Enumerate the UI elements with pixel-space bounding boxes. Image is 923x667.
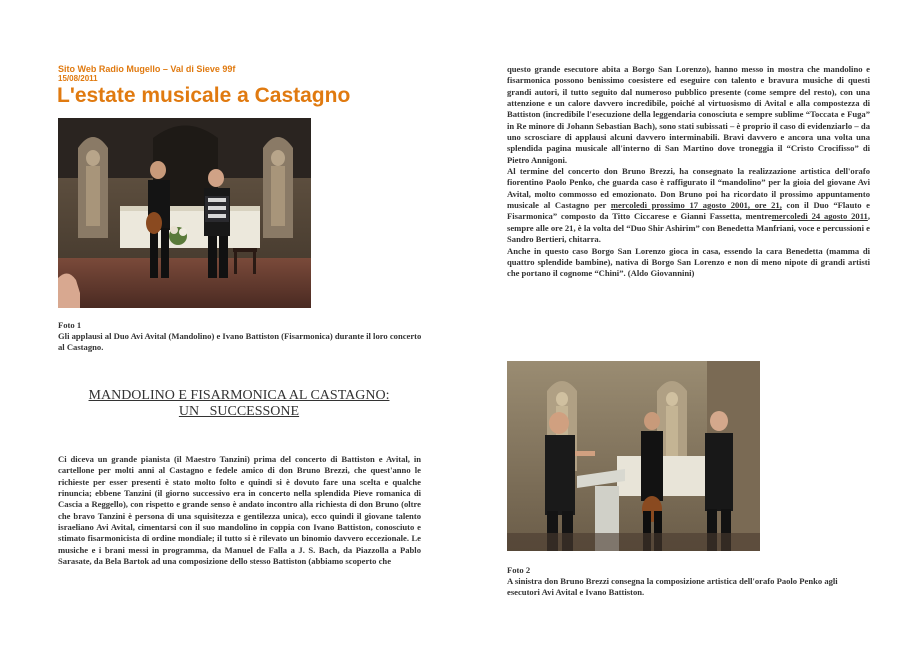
article-body-left <box>58 454 421 567</box>
photo2-caption: A sinistra don Bruno Brezzi consegna la composizione artistica dell'orafo Paolo Penko agli esecutori Avi Avital e Ivano Battiston. <box>507 576 838 597</box>
headline-line-1: MANDOLINO E FISARMONICA AL CASTAGNO: <box>88 388 390 403</box>
paragraph-text: , sempre alle ore 21, è la volta del “Duo Shir Ashirim” con Benedetta Manfriani, voce e percussioni e Sandro Bertieri, chitarra. <box>507 211 870 245</box>
source-line: Sito Web Radio Mugello – Val di Sieve 99f <box>58 64 236 74</box>
article-paragraph <box>507 166 870 245</box>
article-paragraph: questo grande esecutore abita a Borgo San Lorenzo), hanno messo in mostra che mandolino e fisarmonica possono benissimo coesistere ed eseguire con talento e bravura musiche di questi grandi autori, il tutto seguito dal numeroso pubblico presente (come sempre del resto), con una attenzione e un calore davvero incredibile, poiché al virtuosismo di Avital e alla compostezza di Battiston (incredibile l'esecuzione della leggendaria conosciuta e sempre sublime “Toccata e Fuga” in Re minore di Johann Sebastian Bach), sono stati subissati – è proprio il caso di evidenziarlo – da uno scrosciare di applausi alcuni davvero interminabili. Bravi davvero e ancora una volta una splendida pagina musicale all'interno di San Martino dove troneggia il “Cristo Crocifisso” di Pietro Annigoni. <box>507 64 870 165</box>
concert-photo <box>58 118 311 308</box>
ceremony-photo <box>507 361 760 551</box>
date-link-24-agosto[interactable]: mercoledì 24 agosto 2011 <box>771 211 868 222</box>
headline-line-2: UN SUCCESSONE <box>178 404 300 419</box>
publication-date: 15/08/2011 <box>58 74 98 83</box>
photo1-caption: Gli applausi al Duo Avi Avital (Mandolino) e Ivano Battiston (Fisarmonica) durante il loro concerto al Castagno. <box>58 331 422 352</box>
photo1-label: Foto 1 <box>58 320 82 330</box>
photo2-label: Foto 2 <box>507 565 531 575</box>
article-headline <box>58 388 420 420</box>
article-paragraph: Anche in questo caso Borgo San Lorenzo gioca in casa, essendo la cara Benedetta (mamma di quattro splendide bambine), nativa di Borgo San Lorenzo e non di meno nipote di grandi artisti che portano il cognome “Chini”. (Aldo Giovannini) <box>507 245 870 279</box>
paragraph-text: Al termine del concerto don Bruno Brezzi, ha consegnato la realizzazione artistica dell'orafo fiorentino Paolo Penko, che guarda caso è raffigurato il “mandolino” per la gioia del giovane Avi Avital, molto commosso ed emozionato. Don Bruno poi ha ricordato il prossimo appuntamento musicale al Castagno per <box>507 166 870 211</box>
page-title: L'estate musicale a Castagno <box>57 84 351 107</box>
date-link-17-agosto[interactable]: mercoledì prossimo 17 agosto 2001, ore 21, <box>610 200 782 211</box>
article-body-right <box>507 64 870 280</box>
paragraph-text: con il Duo “Flauto e Fisarmonica” composto da Titto Ciccarese e Gianni Fassetta, mentre <box>507 200 870 222</box>
article-paragraph: Ci diceva un grande pianista (il Maestro Tanzini) prima del concerto di Battiston e Avital, in cartellone per molti anni al Castagno e fedele amico di don Bruno Brezzi, che quest'anno le richieste per esser presenti è stato molto folto e quindi si è dovuto fare una scelta e qualche rinuncia; ebbene Tanzini (il giorno successivo era in concerto nella splendida Pieve romanica di Cascia a Reggello), con rispetto e grande senso è andato incontro alla richiesta di don Bruno (oltre che bravo Tanzini è persona di una squisitezza e gentilezza unica), ecco quindi il giovane talento israeliano Avi Avital, cimentarsi con il suo mandolino in coppia con Ivano Battiston, conosciuto e stimato fisarmonicista di ordine mondiale; il tutto si è rilevato un binomio davvero eccezionale. Le musiche e i brani messi in programma, da Manuel de Falla a J. S. Bach, da Piazzolla a Pablo Sarasate, da Bela Bartok ad una composizione dello stesso Battiston (abbiamo scoperto che <box>58 454 421 567</box>
